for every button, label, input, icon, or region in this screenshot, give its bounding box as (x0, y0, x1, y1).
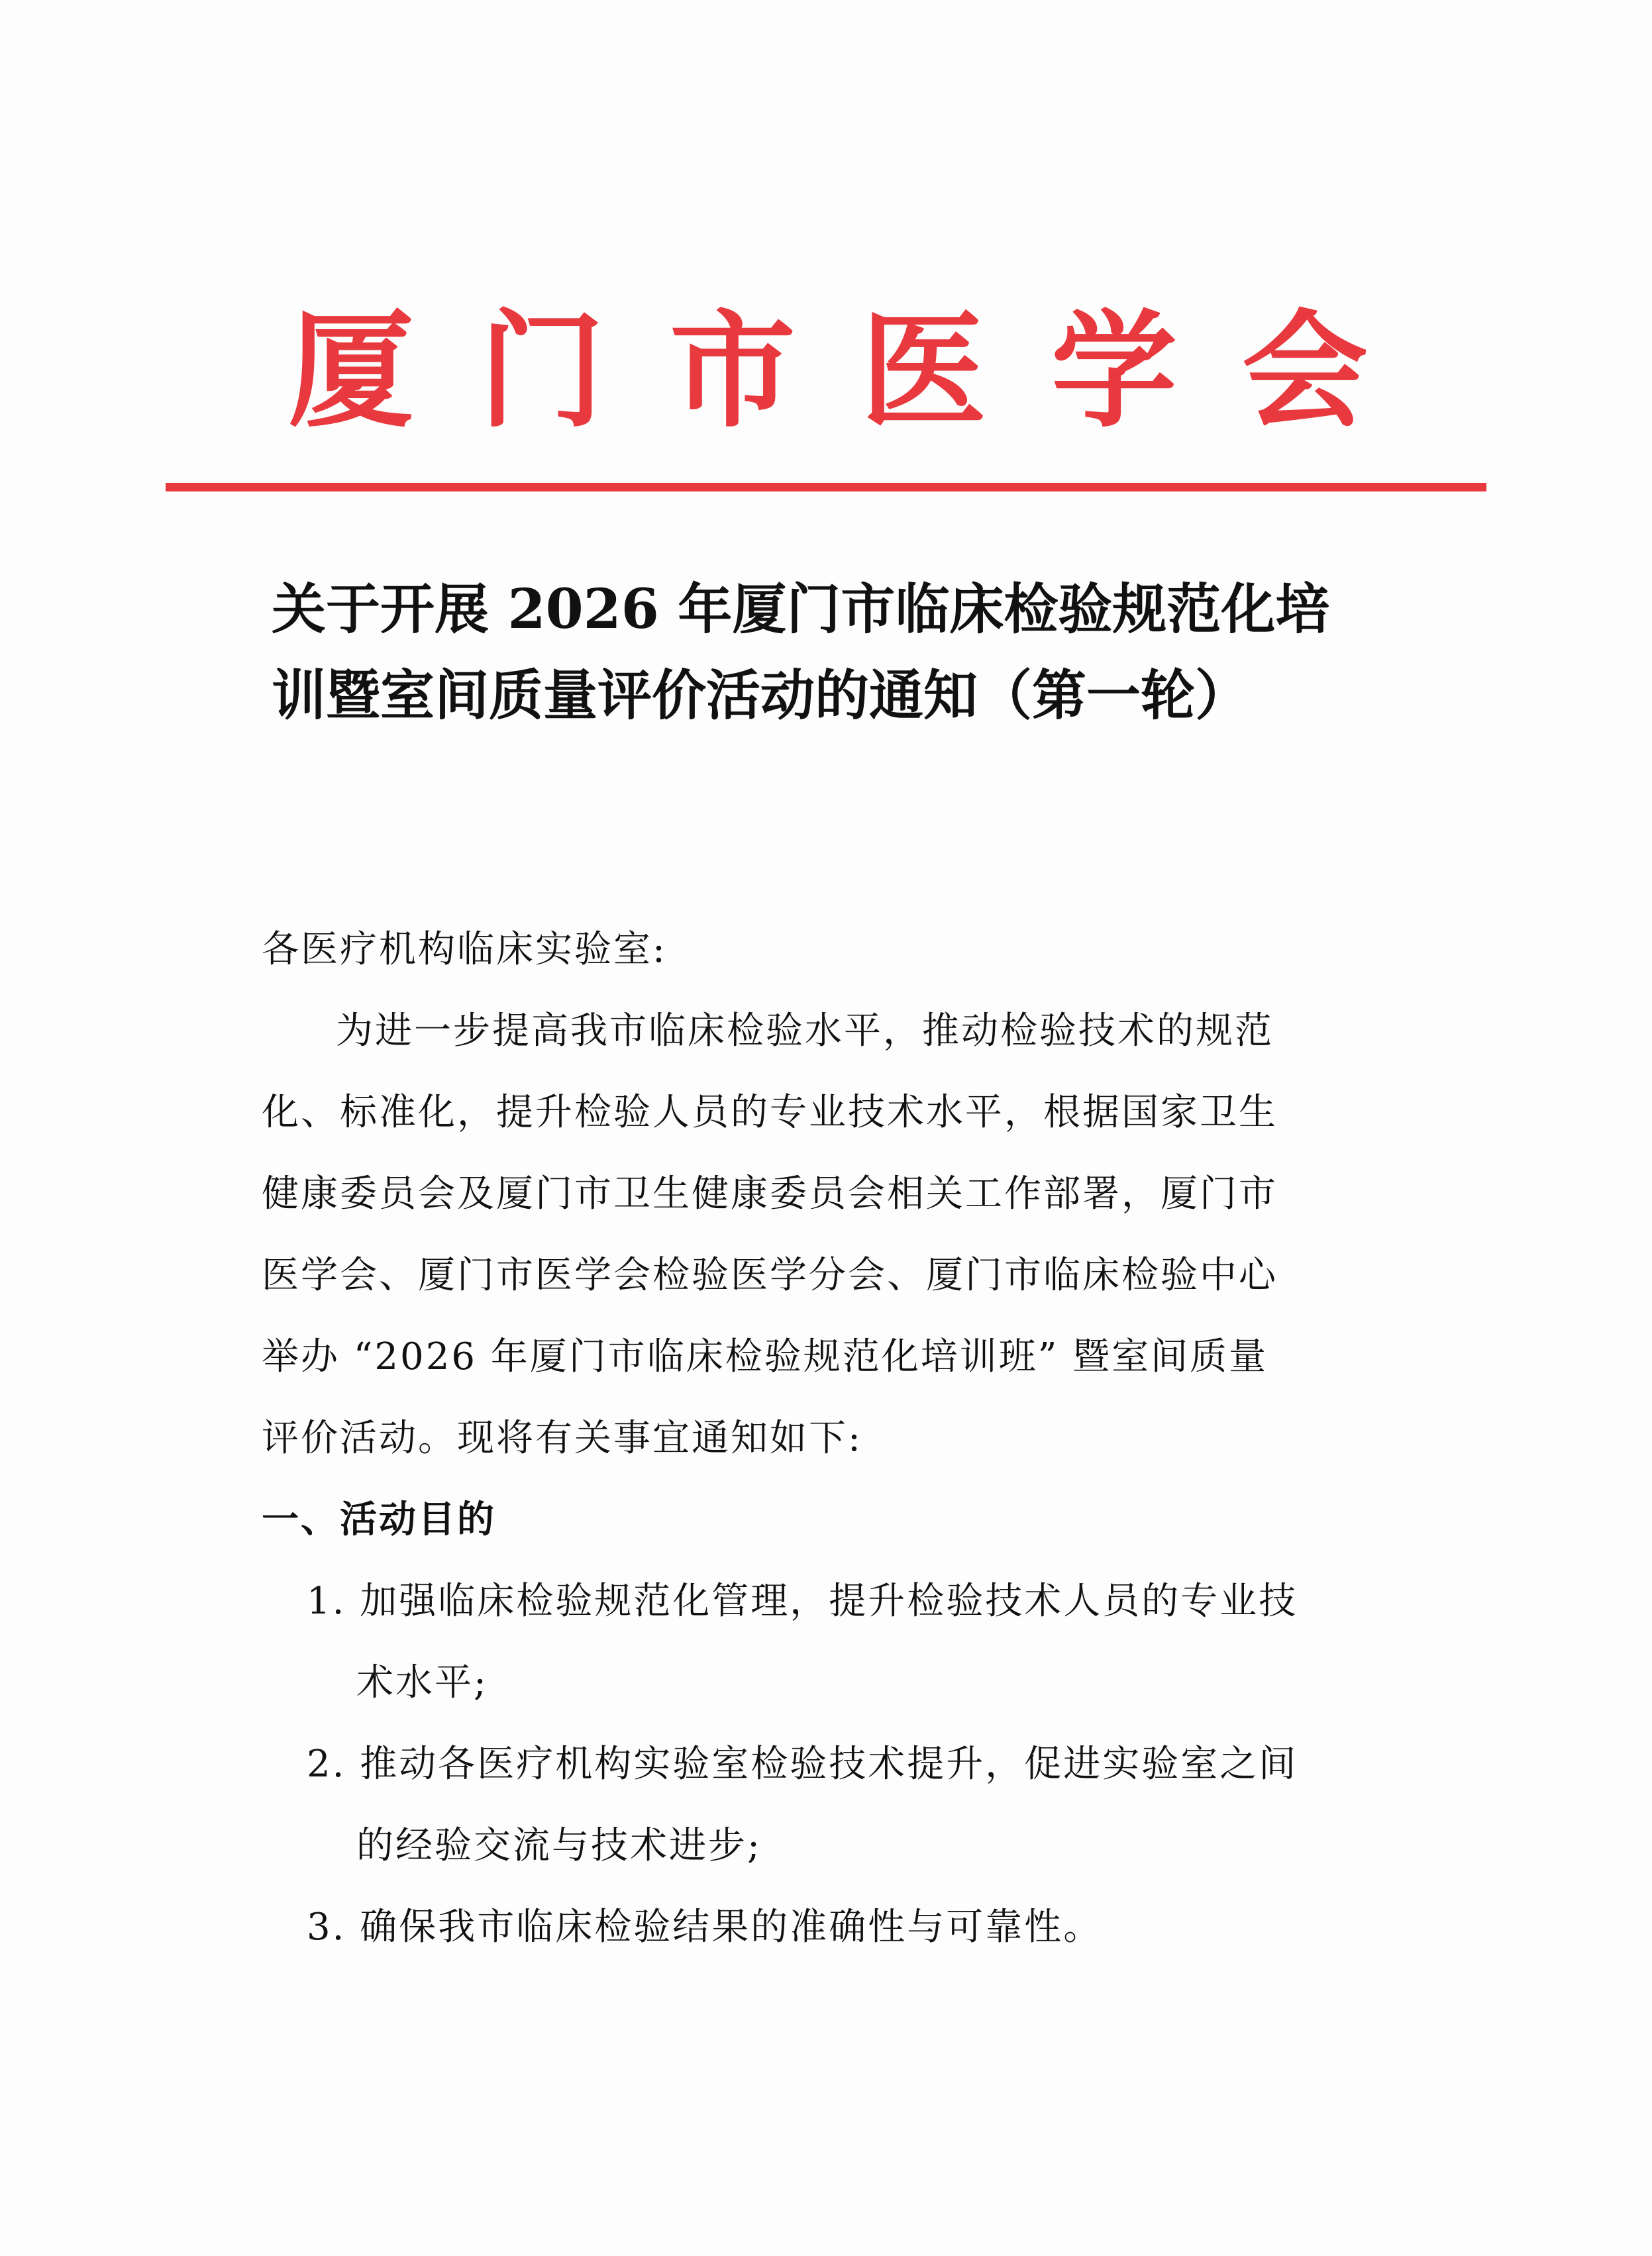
letterhead-char: 厦 (287, 297, 414, 444)
list-item-2-cont: 的经验交流与技术进步; (356, 1824, 762, 1867)
letterhead-org-name (282, 297, 1374, 444)
section-heading-purpose: 一、活动目的 (262, 1498, 496, 1541)
intro-line-2: 化、标准化，提升检验人员的专业技术水平，根据国家卫生 (262, 1091, 1278, 1134)
letterhead-char: 会 (1241, 297, 1368, 444)
intro-line-5: 举办 “2026 年厦门市临床检验规范化培训班” 暨室间质量 (262, 1335, 1268, 1378)
intro-line-3: 健康委员会及厦门市卫生健康委员会相关工作部署，厦门市 (262, 1172, 1278, 1215)
intro-line-6: 评价活动。现将有关事宜通知如下: (262, 1417, 862, 1460)
title-line-2: 训暨室间质量评价活动的通知（第一轮） (272, 664, 1250, 727)
list-item-1-cont: 术水平; (356, 1661, 488, 1704)
letterhead-divider (166, 483, 1486, 491)
salutation: 各医疗机构临床实验室: (262, 928, 667, 971)
letterhead-char: 医 (860, 297, 986, 444)
list-item-2: 2. 推动各医疗机构实验室检验技术提升，促进实验室之间 (307, 1743, 1298, 1786)
document-title (272, 566, 1411, 739)
letterhead-char: 学 (1051, 297, 1177, 444)
list-item-3: 3. 确保我市临床检验结果的准确性与可靠性。 (307, 1906, 1103, 1949)
intro-line-4: 医学会、厦门市医学会检验医学分会、厦门市临床检验中心 (262, 1254, 1278, 1297)
letterhead-char: 市 (669, 297, 796, 444)
list-item-1: 1. 加强临床检验规范化管理，提升检验技术人员的专业技 (307, 1580, 1298, 1623)
document-body (262, 909, 1408, 1968)
intro-line-1: 为进一步提高我市临床检验水平，推动检验技术的规范 (336, 1009, 1274, 1052)
title-line-1: 关于开展 2026 年厦门市临床检验规范化培 (272, 578, 1330, 641)
letterhead-char: 门 (478, 297, 605, 444)
